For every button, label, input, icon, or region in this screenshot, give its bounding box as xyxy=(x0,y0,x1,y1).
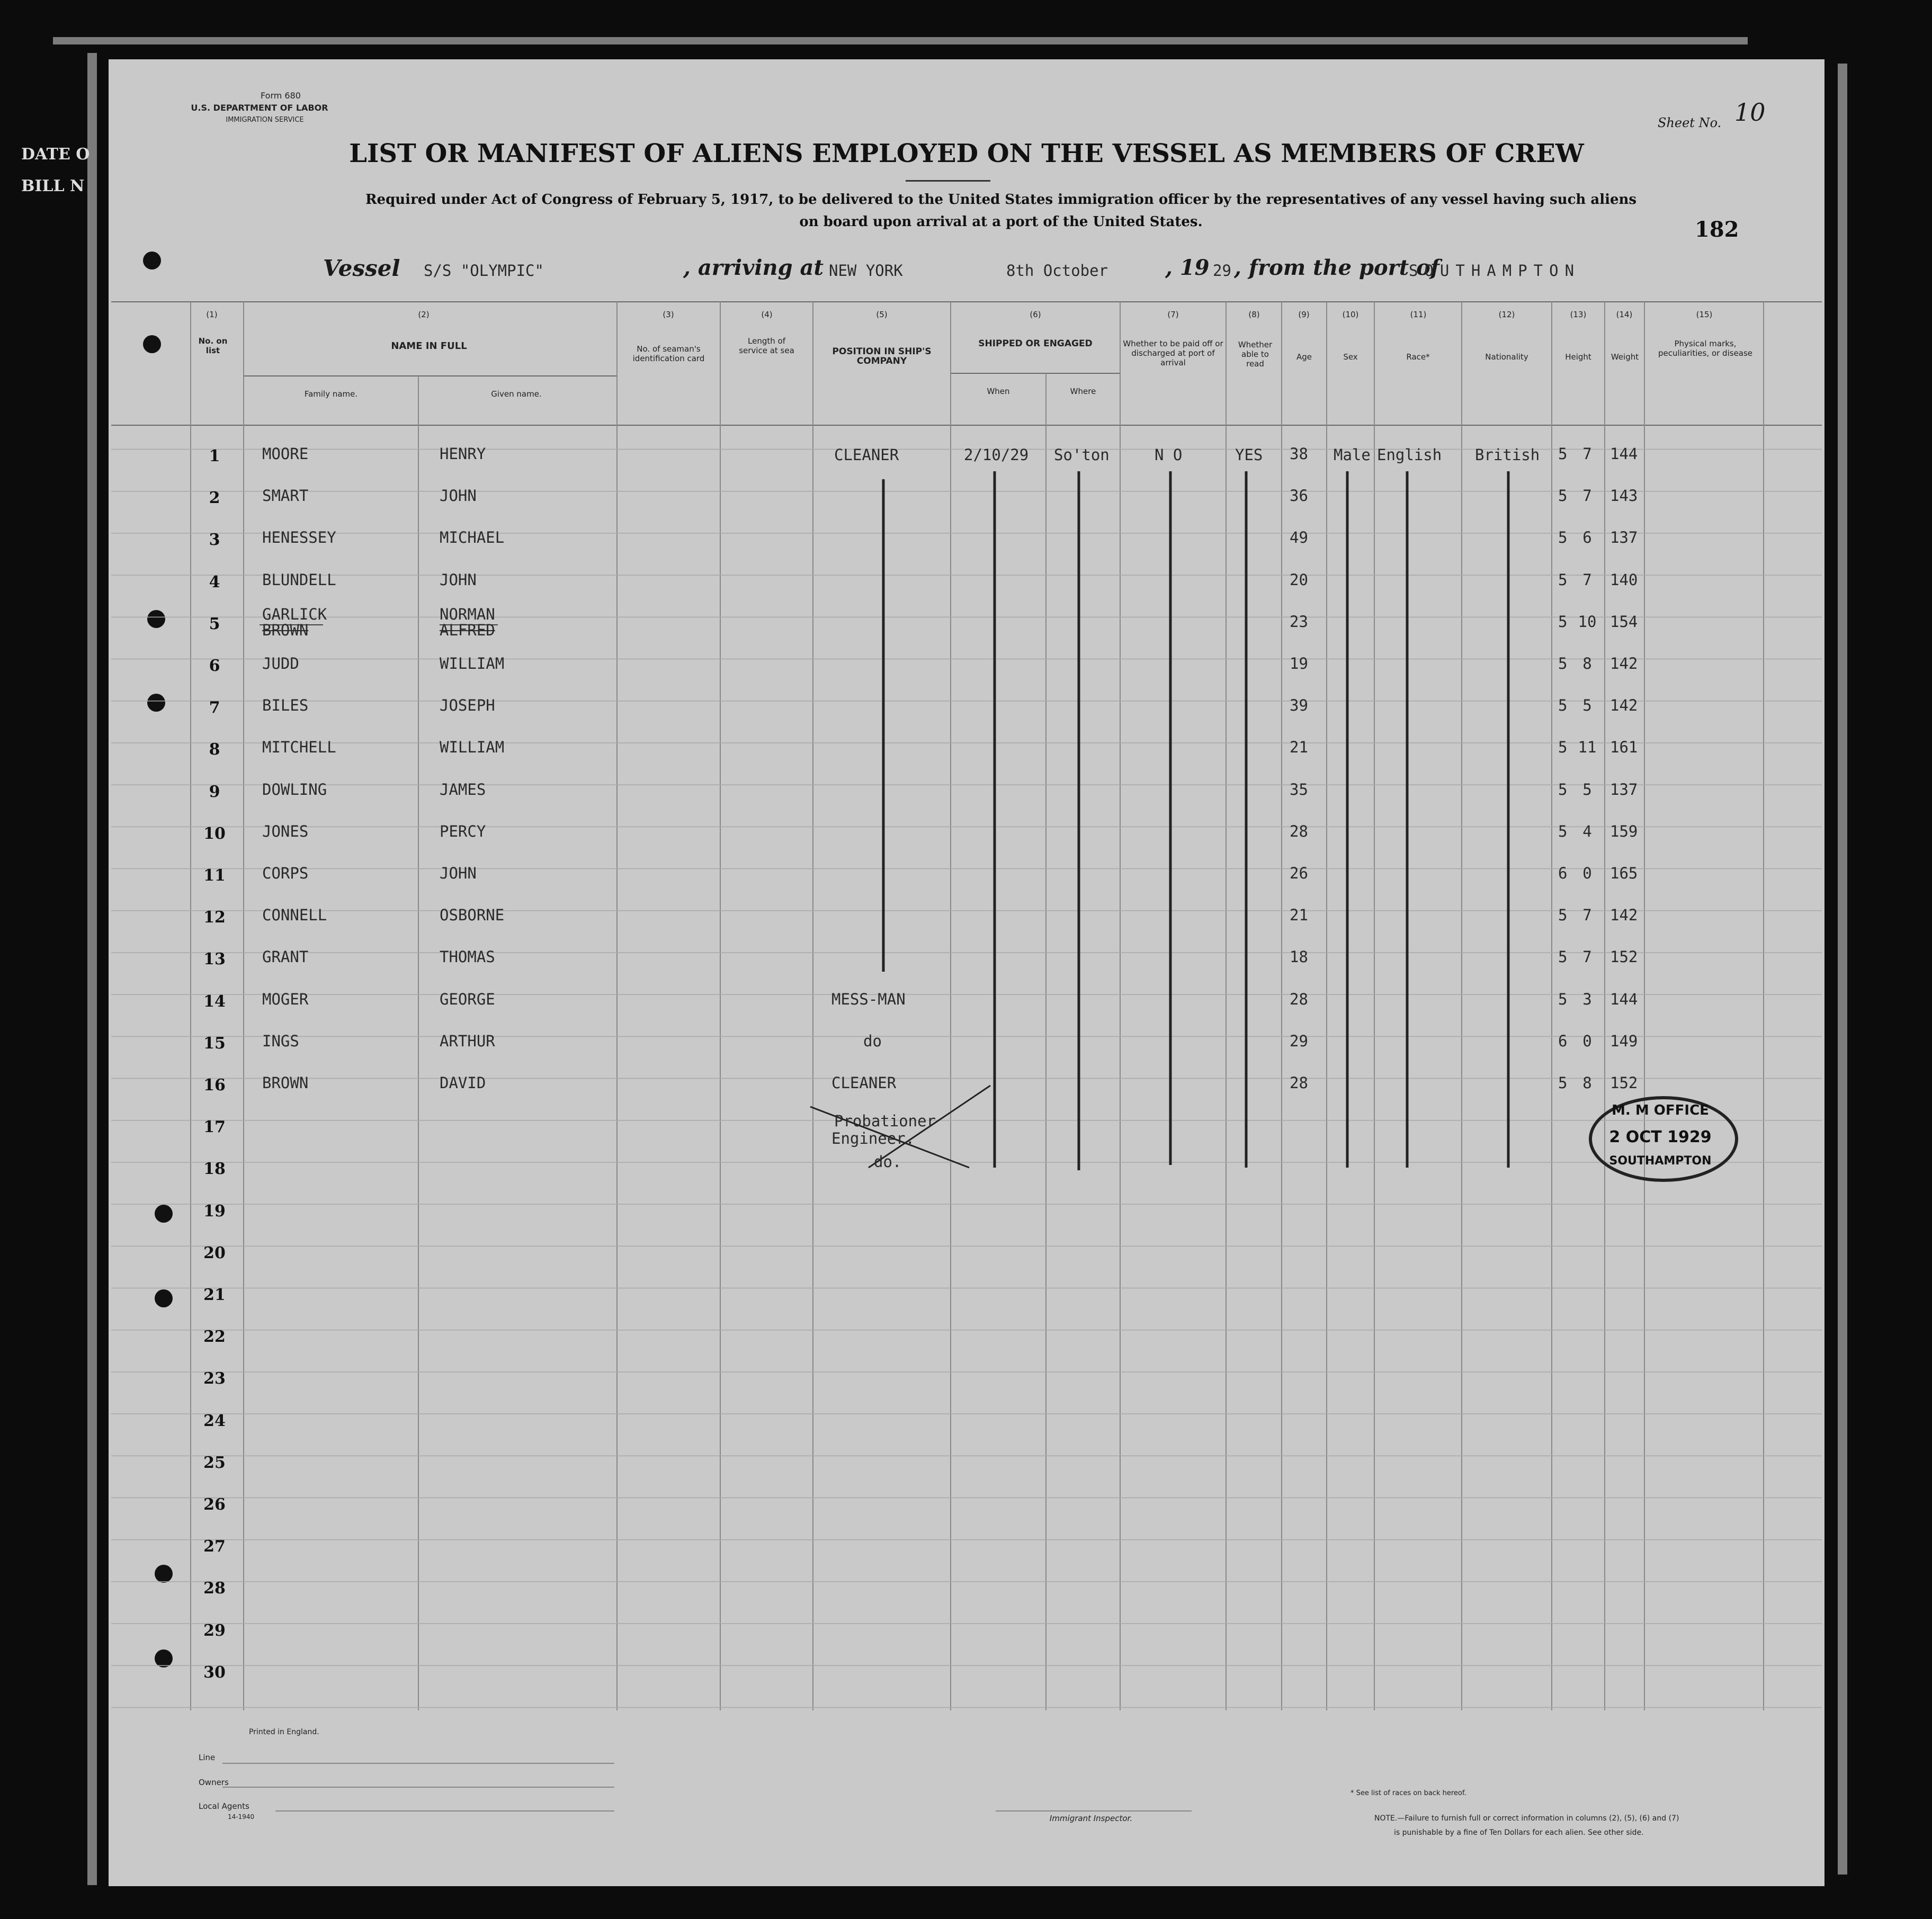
given-name: WILLIAM xyxy=(440,654,505,672)
vessel-label: Vessel xyxy=(323,255,400,281)
owners-label: Owners xyxy=(199,1778,229,1787)
given-name: PERCY xyxy=(440,822,486,840)
family-name: MOORE xyxy=(262,445,309,463)
weight-value: 142 xyxy=(1610,654,1638,672)
row-number: 11 xyxy=(203,866,226,885)
row-number: 14 xyxy=(203,992,226,1011)
row-number: 12 xyxy=(203,908,226,927)
header-sex: Sex xyxy=(1343,352,1358,362)
position-cleaner: CLEANER xyxy=(834,446,899,464)
height-feet: 5 xyxy=(1558,445,1568,463)
height-feet: 5 xyxy=(1558,1074,1568,1092)
age-value: 35 xyxy=(1290,780,1308,799)
age-value: 36 xyxy=(1290,487,1308,505)
col-num-15: (15) xyxy=(1696,310,1713,319)
note-line-1: NOTE.—Failure to furnish full or correct information in columns (2), (5), (6) and (7) xyxy=(1374,1814,1679,1823)
header-age: Age xyxy=(1296,352,1312,362)
given-name: MICHAEL xyxy=(440,528,505,547)
col-num-10: (10) xyxy=(1342,310,1359,319)
row-number: 23 xyxy=(203,1369,226,1388)
sheet-number: 10 xyxy=(1734,98,1766,127)
given-name: JOHN xyxy=(440,487,477,505)
age-value: 28 xyxy=(1290,822,1308,840)
header-name-in-full: NAME IN FULL xyxy=(391,340,467,352)
race-value: English xyxy=(1377,446,1442,464)
age-value: 39 xyxy=(1290,696,1308,715)
row-number: 6 xyxy=(209,657,220,675)
sex-value: Male xyxy=(1334,446,1371,464)
header-family-name: Family name. xyxy=(304,389,358,399)
header-paid-off: Whether to be paid off or discharged at port of arrival xyxy=(1123,339,1223,367)
underlying-sheet-fragment: DATE O BILL N xyxy=(21,145,90,195)
family-name: SMART xyxy=(262,487,309,505)
row-number: 2 xyxy=(209,489,220,508)
local-agents-label: Local Agents xyxy=(199,1801,249,1811)
row-number: 16 xyxy=(203,1076,226,1095)
struck-given-name: ALFRED xyxy=(440,621,495,639)
height-inches: 0 xyxy=(1582,864,1592,882)
row-number: 18 xyxy=(203,1160,226,1179)
form-code: 14-1940 xyxy=(228,1813,255,1821)
height-feet: 5 xyxy=(1558,780,1568,799)
height-inches: 0 xyxy=(1582,1032,1592,1050)
height-feet: 5 xyxy=(1558,738,1568,757)
family-name: BILES xyxy=(262,696,309,715)
header-race: Race* xyxy=(1406,352,1430,362)
arrival-port: NEW YORK xyxy=(829,262,903,280)
weight-value: 143 xyxy=(1610,487,1638,505)
page-stamp-number: 182 xyxy=(1695,217,1739,242)
age-value: 21 xyxy=(1290,906,1308,925)
row-number: 5 xyxy=(209,614,220,633)
col-num-1: (1) xyxy=(206,310,218,319)
height-feet: 5 xyxy=(1558,612,1568,631)
height-inches: 7 xyxy=(1582,445,1592,463)
document-title: LIST OR MANIFEST OF ALIENS EMPLOYED ON THE VESSEL AS MEMBERS OF CREW xyxy=(349,139,1584,168)
given-name: THOMAS xyxy=(440,948,495,966)
document-subtitle-2: on board upon arrival at a port of the United States. xyxy=(799,214,1203,230)
height-feet: 6 xyxy=(1558,864,1568,882)
row-number: 13 xyxy=(203,950,226,969)
col-num-9: (9) xyxy=(1298,310,1310,319)
height-inches: 5 xyxy=(1582,780,1592,799)
row-number: 30 xyxy=(203,1663,226,1682)
row-number: 29 xyxy=(203,1621,226,1640)
row-number: 27 xyxy=(203,1537,226,1556)
weight-value: 140 xyxy=(1610,570,1638,589)
age-value: 28 xyxy=(1290,990,1308,1008)
family-name: BLUNDELL xyxy=(262,570,336,589)
able-read-value: YES xyxy=(1235,446,1263,464)
family-name: JUDD xyxy=(262,654,299,672)
family-name: INGS xyxy=(262,1032,299,1050)
line-label: Line xyxy=(199,1753,216,1762)
height-inches: 5 xyxy=(1582,696,1592,715)
header-height: Height xyxy=(1565,352,1591,362)
row-number: 28 xyxy=(203,1579,226,1598)
arrival-date: 8th October xyxy=(1006,262,1108,280)
weight-value: 144 xyxy=(1610,990,1638,1008)
header-weight: Weight xyxy=(1611,352,1639,362)
row-number: 15 xyxy=(203,1034,226,1053)
row-number: 3 xyxy=(209,531,220,550)
stamp-bottom-text: SOUTHAMPTON xyxy=(1609,1154,1712,1168)
header-nationality: Nationality xyxy=(1485,352,1528,362)
header-physical-marks: Physical marks, peculiarities, or disease xyxy=(1658,339,1753,358)
height-feet: 6 xyxy=(1558,1032,1568,1050)
height-feet: 5 xyxy=(1558,990,1568,1008)
sheet-label: Sheet No. xyxy=(1658,115,1722,130)
col-num-6: (6) xyxy=(1030,310,1041,319)
row-number: 9 xyxy=(209,782,220,801)
stamp-date: 2 OCT 1929 xyxy=(1609,1128,1712,1146)
age-value: 49 xyxy=(1290,528,1308,547)
given-name: JAMES xyxy=(440,780,486,799)
family-name: DOWLING xyxy=(262,780,327,799)
weight-value: 154 xyxy=(1610,612,1638,631)
shipped-when: 2/10/29 xyxy=(964,446,1029,464)
struck-position-3: do. xyxy=(874,1153,902,1171)
height-feet: 5 xyxy=(1558,487,1568,505)
weight-value: 152 xyxy=(1610,948,1638,966)
struck-family-name: BROWN xyxy=(262,621,309,639)
weight-value: 149 xyxy=(1610,1032,1638,1050)
weight-value: 165 xyxy=(1610,864,1638,882)
department-name: U.S. DEPARTMENT OF LABOR xyxy=(191,103,328,113)
height-inches: 7 xyxy=(1582,948,1592,966)
height-inches: 7 xyxy=(1582,570,1592,589)
row-number: 4 xyxy=(209,572,220,591)
family-name: MOGER xyxy=(262,990,309,1008)
family-name: CORPS xyxy=(262,864,309,882)
header-where: Where xyxy=(1070,387,1096,396)
header-given-name: Given name. xyxy=(491,389,542,399)
family-name: BROWN xyxy=(262,1074,309,1092)
nationality-value: British xyxy=(1475,446,1540,464)
given-name: JOSEPH xyxy=(440,696,495,715)
height-inches: 4 xyxy=(1582,822,1592,840)
height-feet: 5 xyxy=(1558,570,1568,589)
col-num-7: (7) xyxy=(1167,310,1179,319)
position-value: do xyxy=(863,1032,882,1050)
from-port-label: , from the port of xyxy=(1234,255,1440,280)
height-inches: 8 xyxy=(1582,654,1592,672)
height-inches: 8 xyxy=(1582,1074,1592,1092)
col-num-4: (4) xyxy=(761,310,773,319)
age-value: 18 xyxy=(1290,948,1308,966)
struck-position-2: Engineer. xyxy=(831,1129,915,1147)
given-name: OSBORNE xyxy=(440,906,505,925)
family-name: CONNELL xyxy=(262,906,327,925)
age-value: 21 xyxy=(1290,738,1308,757)
family-name: GRANT xyxy=(262,948,309,966)
position-value: CLEANER xyxy=(831,1074,897,1092)
age-value: 28 xyxy=(1290,1074,1308,1092)
height-feet: 5 xyxy=(1558,822,1568,840)
header-no-on-list: No. on list xyxy=(198,336,228,355)
height-feet: 5 xyxy=(1558,948,1568,966)
departure-port: SOUTHAMPTON xyxy=(1409,262,1581,280)
weight-value: 137 xyxy=(1610,780,1638,799)
height-inches: 7 xyxy=(1582,906,1592,925)
header-able-read: Whether able to read xyxy=(1238,340,1273,369)
col-num-11: (11) xyxy=(1410,310,1427,319)
age-value: 29 xyxy=(1290,1032,1308,1050)
height-feet: 5 xyxy=(1558,696,1568,715)
family-name: JONES xyxy=(262,822,309,840)
row-number: 17 xyxy=(203,1118,226,1137)
given-name: WILLIAM xyxy=(440,738,505,757)
height-feet: 5 xyxy=(1558,528,1568,547)
age-value: 26 xyxy=(1290,864,1308,882)
height-inches: 10 xyxy=(1578,612,1597,631)
given-name: GEORGE xyxy=(440,990,495,1008)
row-number: 19 xyxy=(203,1201,226,1221)
shipped-where: So'ton xyxy=(1054,446,1110,464)
immigrant-inspector-label: Immigrant Inspector. xyxy=(1049,1814,1133,1823)
height-inches: 11 xyxy=(1578,738,1597,757)
age-value: 19 xyxy=(1290,654,1308,672)
service-name: IMMIGRATION SERVICE xyxy=(226,116,304,124)
given-name: JOHN xyxy=(440,570,477,589)
family-name: HENESSEY xyxy=(262,528,336,547)
weight-value: 137 xyxy=(1610,528,1638,547)
header-length-service: Length of service at sea xyxy=(739,336,794,355)
family-name: MITCHELL xyxy=(262,738,336,757)
given-name: HENRY xyxy=(440,445,486,463)
col-num-13: (13) xyxy=(1570,310,1587,319)
row-number: 26 xyxy=(203,1495,226,1514)
vessel-name: S/S "OLYMPIC" xyxy=(424,262,544,280)
arriving-label: , arriving at xyxy=(683,255,824,280)
weight-value: 142 xyxy=(1610,696,1638,715)
given-name: NORMAN xyxy=(440,605,495,623)
given-name: DAVID xyxy=(440,1074,486,1092)
header-id-card: No. of seaman's identification card xyxy=(632,344,705,363)
year-prefix: , 19 xyxy=(1165,255,1210,280)
height-inches: 3 xyxy=(1582,990,1592,1008)
weight-value: 161 xyxy=(1610,738,1638,757)
arrival-year: 29 xyxy=(1213,262,1231,280)
struck-position-1: Probationer xyxy=(834,1112,936,1130)
race-footnote: * See list of races on back hereof. xyxy=(1350,1789,1466,1797)
printed-in-england: Printed in England. xyxy=(249,1728,319,1736)
weight-value: 142 xyxy=(1610,906,1638,925)
given-name: ARTHUR xyxy=(440,1032,495,1050)
family-name: GARLICK xyxy=(262,605,327,623)
height-inches: 7 xyxy=(1582,487,1592,505)
form-number: Form 680 xyxy=(261,91,301,101)
col-num-12: (12) xyxy=(1498,310,1515,319)
col-num-5: (5) xyxy=(876,310,888,319)
row-number: 7 xyxy=(209,698,220,718)
height-inches: 6 xyxy=(1582,528,1592,547)
stamp-top-text: M. M OFFICE xyxy=(1612,1102,1709,1118)
height-feet: 5 xyxy=(1558,654,1568,672)
note-line-2: is punishable by a fine of Ten Dollars for each alien. See other side. xyxy=(1394,1828,1644,1837)
row-number: 1 xyxy=(209,447,220,465)
col-num-14: (14) xyxy=(1616,310,1633,319)
row-number: 25 xyxy=(203,1453,226,1472)
header-shipped: SHIPPED OR ENGAGED xyxy=(978,338,1093,349)
row-number: 22 xyxy=(203,1328,226,1347)
weight-value: 144 xyxy=(1610,445,1638,463)
header-when: When xyxy=(987,387,1010,396)
col-num-8: (8) xyxy=(1248,310,1260,319)
position-value: MESS-MAN xyxy=(831,990,906,1008)
row-number: 10 xyxy=(203,824,226,843)
row-number: 21 xyxy=(203,1286,226,1304)
row-number: 20 xyxy=(203,1243,226,1262)
paid-off-value: N O xyxy=(1155,446,1183,464)
age-value: 38 xyxy=(1290,445,1308,463)
age-value: 23 xyxy=(1290,612,1308,631)
row-number: 8 xyxy=(209,740,220,759)
weight-value: 152 xyxy=(1610,1074,1638,1092)
row-number: 24 xyxy=(203,1411,226,1430)
col-num-3: (3) xyxy=(663,310,674,319)
weight-value: 159 xyxy=(1610,822,1638,840)
document-subtitle-1: Required under Act of Congress of February 5, 1917, to be delivered to the United States immigration officer by the representatives of any vessel having such aliens xyxy=(365,192,1637,208)
col-num-2: (2) xyxy=(418,310,430,319)
header-position: POSITION IN SHIP'S COMPANY xyxy=(832,346,932,366)
given-name: JOHN xyxy=(440,864,477,882)
age-value: 20 xyxy=(1290,570,1308,589)
height-feet: 5 xyxy=(1558,906,1568,925)
